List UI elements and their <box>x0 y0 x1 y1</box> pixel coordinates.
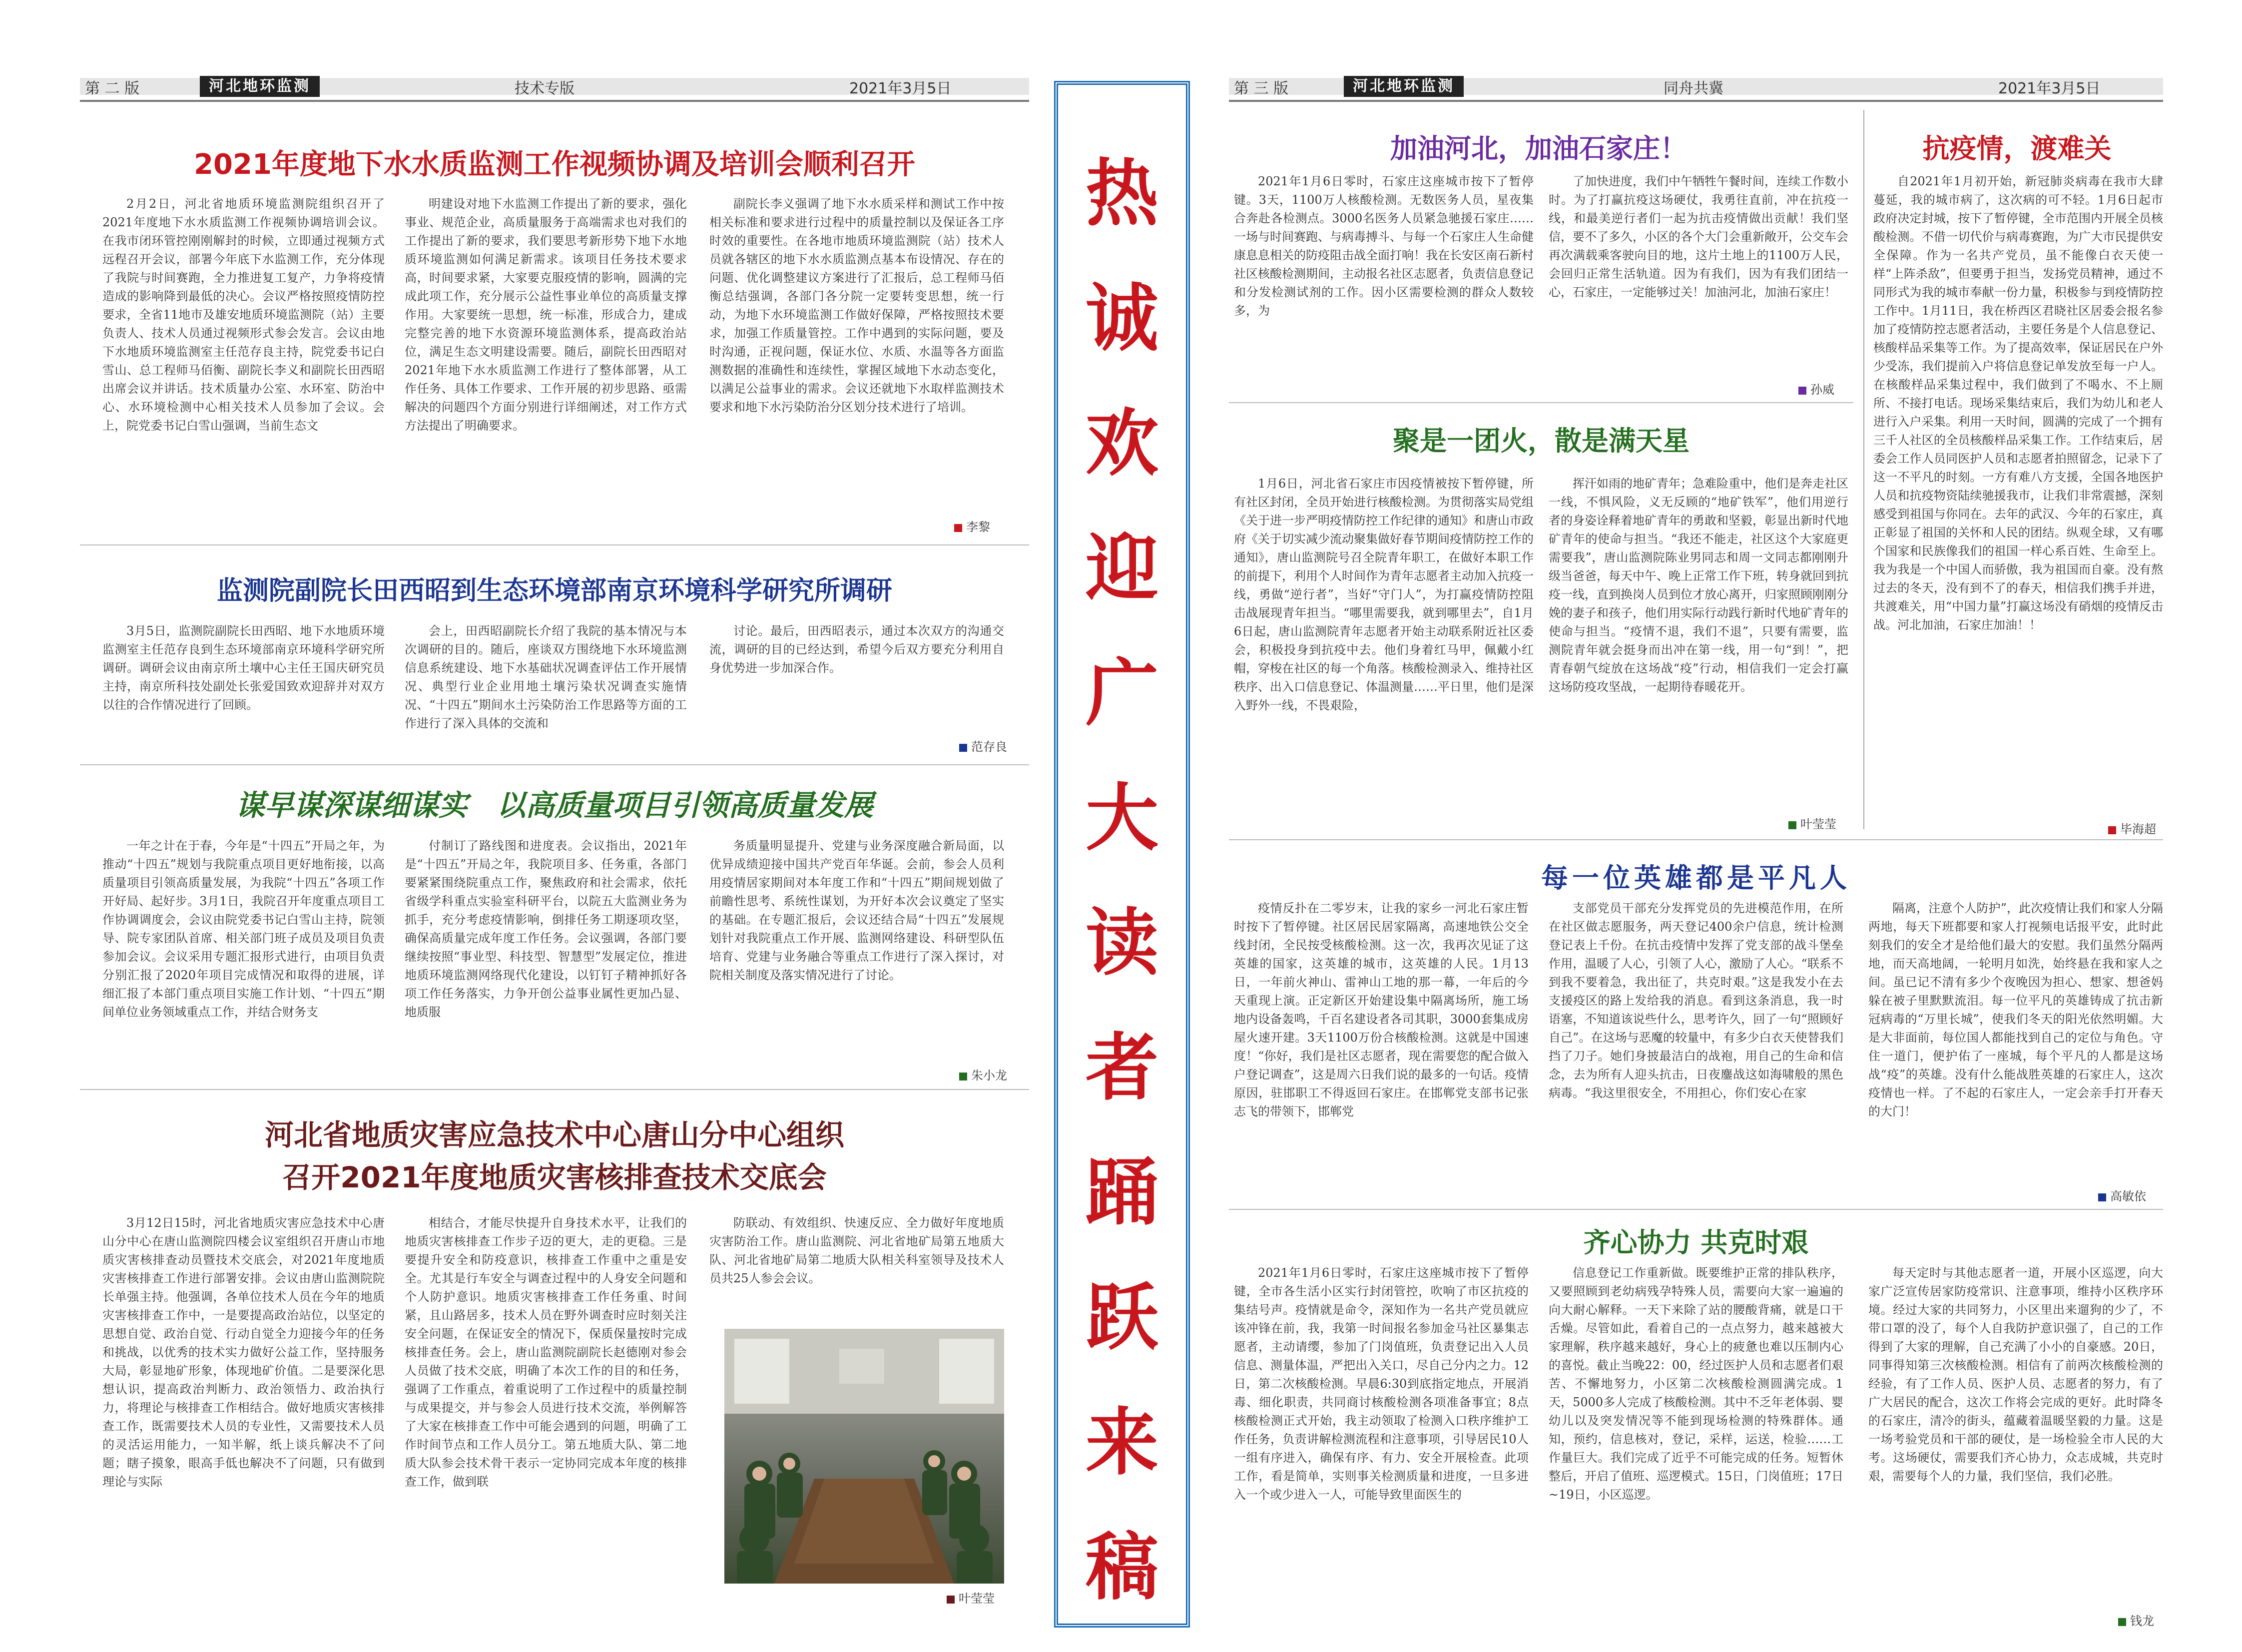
divider <box>80 1089 1029 1090</box>
article-a2-col3: 讨论。最后，田西昭表示，通过本次双方的沟通交流，调研的目的已经达到，希望今后双方要充分利用自身优势进一步加深合作。 <box>709 624 1004 675</box>
byline-marker-icon <box>954 524 962 532</box>
banner-char: 诚 <box>1086 276 1158 361</box>
article-b4-col1: 疫情反扑在二零岁末，让我的家乡一河北石家庄暂时按下了暂停键。社区居民居家隔离，高速地铁公交全线封闭，全民按受核酸检测。这一次，我再次见证了这英雄的国家，这英雄的城市，这英雄的人民。1月13日，一年前火神山、雷神山工地的那一幕，一年后的今天重现上演。正定新区开始建设集中隔离场所，施工场地内设备轰鸣，千百名建设者各司其职，3000套集成房屋火速开建。3天1100万份合核酸检测。这就是中国速度！“你好，我们是社区志愿者，现在需要您的配合做入户登记调查”，这是周六日我们说的最多的一句话。疫情原因，驻邯职工不得返回石家庄。在邯郸党支部书记张志飞的带领下，邯郸党 <box>1234 901 1529 1118</box>
byline-marker-icon <box>959 1073 967 1081</box>
article-b1-title: 加油河北，加油石家庄！ <box>1390 133 1687 164</box>
article-a4-title-line2: 召开2021年度地质灾害核排查技术交底会 <box>282 1160 827 1194</box>
article-a4-col2: 相结合，才能尽快提升自身技术水平，让我们的地质灾害核排查工作步子迈的更大，走的更稳。三是要提升安全和防疫意识，核排查工作重中之重是安全。尤其是行车安全与调查过程中的人身安全问题和个人防护意识。地质灾害核排查工作任务重、时间紧，且山路居多，技术人员在野外调查时应时刻关注安全问题，在保证安全的情况下，保质保量按时完成核排查任务。会上，唐山监测院副院长赵德刚对参会人员做了技术交底，明确了本次工作的目的和任务，强调了工作重点，着重说明了工作过程中的质量控制与成果提交，并与参会人员进行技术交流，举例解答了大家在核排查工作中可能会遇到的问题，明确了工作时间节点和工作人员分工。第五地质大队、第二地质大队参会技术骨干表示一定协同完成本年度的核排查工作，做到联 <box>405 1216 687 1489</box>
article-b5-col3: 每天定时与其他志愿者一道，开展小区巡逻，向大家广泛宣传居家防疫常识、注意事项，维持小区秩序环境。经过大家的共同努力，小区里出来遛狗的少了，不带口罩的没了，每个人自我防护意识强了，自己的工作得到了大家的理解，自己充满了小小的自豪感。20日，同事得知第三次核酸检测。相信有了前两次核酸检测的经验，有了工作人员、医护人员、志愿者的努力，有了广大居民的配合，这次工作将会完成的更好。此时降冬的石家庄，清冷的街头，蕴藏着温暖坚毅的力量。这是一场考验党员和干部的硬仗，是一场检验全市人民的大考。这场硬仗，需要我们齐心协力，众志成城，共克时艰，需要每个人的力量，我们坚信，我们必胜。 <box>1868 1266 2163 1483</box>
article-b3-byline <box>1788 814 1836 832</box>
byline-marker-icon <box>959 744 967 752</box>
byline-author: 范存良 <box>971 740 1007 754</box>
divider <box>80 545 1029 546</box>
article-b5-byline <box>2118 1611 2154 1629</box>
article-b4-byline <box>2098 1186 2146 1204</box>
byline-author: 孙威 <box>1810 383 1834 397</box>
banner-char: 广 <box>1086 650 1158 736</box>
article-a3-title: 谋早谋深谋细谋实 以高质量项目引领高质量发展 <box>235 788 873 822</box>
left-issue-date: 2021年3月5日 <box>849 80 952 97</box>
article-b4-col3: 隔离，注意个人防护”，此次疫情让我们和家人分隔两地，每天下班都要和家人打视频电话报平安，此时此刻我们的安全才是给他们最大的安慰。我们虽然分隔两地，而天高地阔，一轮明月如洗，始终悬在我和家人之间。虽已记不清有多少个夜晚因为担心、想家、想爸妈躲在被子里默默流泪。每一位平凡的英雄铸成了抗击新冠病毒的“万里长城”，使我们冬天的阳光依然明媚。大是大非面前，每位国人都能找到自己的定位与角色。守住一道门，便护佑了一座城，每个平凡的人都是这场战“疫”的英雄。没有什么能战胜英雄的石家庄人，这次疫情也一样。了不起的石家庄人，一定会亲手打开春天的大门！ <box>1868 901 2163 1118</box>
article-a1-col3: 副院长李义强调了地下水水质采样和测试工作中按相关标准和要求进行过程中的质量控制以及保证各工序时效的重要性。在各地市地质环境监测院（站）技术人员就各辖区的地下水水质监测点基本布设情况、存在的问题、优化调整建议方案进行了汇报后，总工程师马佰衡总结强调，各部门各分院一定要转变思想，统一行动，为地下水环境监测工作做好保障，严格按照技术要求，加强工作质量管控。工作中遇到的实际问题，要及时沟通，正视问题，保证水位、水质、水温等各方面监测数据的准确性和连续性，掌握区域地下水动态变化，以满足公益事业的需求。会议还就地下水取样监测技术要求和地下水污染防治分区划分技术进行了培训。 <box>709 197 1004 414</box>
banner-char: 来 <box>1086 1400 1158 1485</box>
byline-marker-icon <box>1798 387 1806 395</box>
banner-char: 稿 <box>1086 1525 1158 1610</box>
article-a4-byline <box>947 1589 995 1606</box>
divider <box>1229 839 2163 840</box>
article-b3-col2: 挥汗如雨的地矿青年；急难险重中，他们是奔走社区一线，不惧风险，义无反顾的“地矿铁军”，他们用逆行者的身姿诠释着地矿青年的勇敢和坚毅，彰显出新时代地矿青年的使命与担当。“我还不能走，社区这个大家庭更需要我”，唐山监测院陈业男同志和周一文同志都刚刚升级当爸爸，每天中午、晚上正常工作下班，转身就回到抗疫一线，直到换岗人员到位才放心离开，归家照顾刚刚分娩的妻子和孩子，他们用实际行动践行新时代地矿青年的使命与担当。“疫情不退，我们不退”，只要有需要，监测院青年就会挺身而出冲在第一线，用一句“到！”，把青春朝气绽放在这场战“疫”行动，相信我们一定会打赢这场防疫攻坚战，一起期待春暖花开。 <box>1549 477 1848 694</box>
byline-marker-icon <box>1788 821 1796 829</box>
article-b2-byline <box>2108 819 2156 837</box>
meeting-photo-illustration <box>724 1329 1004 1584</box>
article-b1-col1: 2021年1月6日零时，石家庄这座城市按下了暂停键。3天，1100万人核酸检测。无数医务人员，星夜集合奔赴各检测点。3000名医务人员紧急驰援石家庄……一场与时间赛跑、与病毒搏斗、与每一个石家庄人生命健康息息相关的防疫阻击战全面打响！我在长安区南石新村社区核酸检测期间，主动报名社区志愿者，负责信息登记和分发检测试剂的工作。因小区需要检测的群众人数较多，为 <box>1234 174 1534 318</box>
banner-char: 欢 <box>1086 401 1158 486</box>
article-a1-byline <box>954 517 990 535</box>
article-a2-title: 监测院副院长田西昭到生态环境部南京环境科学研究所调研 <box>216 576 892 606</box>
byline-author: 高敏依 <box>2110 1189 2146 1203</box>
article-b1-col2: 了加快进度，我们中午牺牲午餐时间，连续工作数小时。为了打赢抗疫这场硬仗，我勇往直前，冲在抗疫一线，和最美逆行者们一起为抗击疫情做出贡献！我们坚信，要不了多久，小区的各个大门会重新敞开，公交车会再次满载乘客驶向目的地，这片土地上的1100万人民，会回归正常生活轨道。因为有我们，因为有我们团结一心，石家庄，一定能够过关！加油河北，加油石家庄！ <box>1549 174 1848 299</box>
byline-author: 钱龙 <box>2130 1614 2154 1628</box>
divider <box>1229 1209 2163 1210</box>
column-divider <box>1863 110 1864 829</box>
right-header-rule <box>1229 100 2163 102</box>
article-a3-col3: 务质量明显提升、党建与业务深度融合新局面，以优异成绩迎接中国共产党百年华诞。会前，参会人员利用疫情居家期间对本年度工作和“十四五”期间规划做了前瞻性思考、系统性谋划，为开好本次会议奠定了坚实的基础。在专题汇报后，会议还结合局“十四五”发展规划针对我院重点工作开展、监测网络建设、科研型队伍培育、党建与业务融合等重点工作进行了深入探讨，对院相关制度及落实情况进行了讨论。 <box>709 839 1004 982</box>
byline-marker-icon <box>947 1596 955 1604</box>
left-masthead: 河北地环监测 <box>200 76 320 97</box>
meeting-photo <box>724 1329 1004 1584</box>
right-section-name: 同舟共冀 <box>1664 80 1723 97</box>
banner-char: 大 <box>1086 775 1158 861</box>
banner-char: 迎 <box>1086 526 1158 611</box>
article-b2-col1: 自2021年1月初开始，新冠肺炎病毒在我市大肆蔓延，我的城市病了，这次病的可不轻。1月6日起市政府决定封城，按下了暂停键，全市范围内开展全员核酸检测。不借一切代价与病毒赛跑，为广大市民提供安全保障。作为一名共产党员，虽不能像白衣天使一样“上阵杀敌”，但要勇于担当，发扬党员精神，通过不同形式为我的城市奉献一份力量，积极参与到疫情防控工作中。1月11日，我在桥西区君晓社区居委会报名参加了疫情防控志愿者活动，主要任务是个人信息登记、核酸样品采集等工作。为了提高效率，保证居民在户外少受冻，我们提前入户将信息登记单发放至每一户人。在核酸样品采集过程中，我们做到了不喝水、不上厕所、不接打电话。现场采集结束后，我们为幼儿和老人进行入户采集。利用一天时间，圆满的完成了一个拥有三千人社区的全员核酸样品采集工作。工作结束后，居委会工作人员同医护人员和志愿者拍照留念，记录下了这一不平凡的时刻。一方有难八方支援，全国各地医护人员和抗疫物资陆续驰援我市，让我们非常震撼，深刻感受到祖国与你同在。去年的武汉、今年的石家庄，真正彰显了祖国的关怀和人民的团结。纵观全球，又有哪个国家和民族像我们的祖国一样心系百姓、生命至上。我为我是一个中国人而骄傲，我为祖国而自豪。没有熬过去的冬天，没有到不了的春天，相信我们携手并进，共渡难关，用“中国力量”打赢这场没有硝烟的疫情反击战。河北加油，石家庄加油！！ <box>1873 174 2163 632</box>
article-b5-col2: 信息登记工作重新做。既要维护正常的排队秩序，又要照顾到老幼病残孕特殊人员，需要向大家一遍遍的向大耐心解释。一天下来除了站的腰酸背痛，就是口干舌燥。尽管如此，看着自己的一点点努力，越来越被大家理解，秩序越来越好，身心上的疲惫也难以压制内心的喜悦。截止当晚22：00，经过医护人员和志愿者们艰苦、不懈地努力，小区第二次核酸检测圆满完成。1天，5000多人完成了核酸检测。其中不乏年老体弱、婴幼儿以及突发情况等不能到现场检测的特殊群体。通知，预约，信息核对，登记，采样，运送，检验……工作量巨大。我们完成了近乎不可能完成的任务。短暂休整后，开启了值班、巡逻模式。15日，门岗值班；17日~19日，小区巡逻。 <box>1549 1266 1843 1502</box>
article-b4-col2: 支部党员干部充分发挥党员的先进模范作用，在所在社区做志愿服务，两天登记400余户信息，统计检测登记表上千份。在抗击疫情中发挥了党支部的战斗堡垒作用，温暖了人心，引领了人心，激励了人心。“联系不到我不要着急，我出征了，共克时艰。”这是我发小在去支援疫区的路上发给我的消息。看到这条消息，我一时语塞，不知道该说些什么，思考许久，回了一句“照顾好自己”。在这场与恶魔的较量中，有多少白衣天使替我们挡了刀子。她们身披最洁白的战袍，用自己的生命和信念，去为所有人迎头抗击，日夜鏖战这如海啸般的黑色病毒。“我这里很安全，不用担心，你们安心在家 <box>1549 901 1843 1100</box>
article-b5-title: 齐心协力 共克时艰 <box>1583 1227 1809 1258</box>
byline-author: 毕海超 <box>2120 822 2156 836</box>
article-a3-col2: 付制订了路线图和进度表。会议指出，2021年是“十四五”开局之年，我院项目多、任务重，各部门要紧紧围绕院重点工作，聚焦政府和社会需求，依托省级学科重点实验室科研平台，以院五大监测业务为抓手，充分考虑疫情影响，倒排任务工期逐项攻坚，确保高质量完成年度工作任务。会议强调，各部门要继续按照“事业型、科技型、智慧型”发展定位，推进地质环境监测网络现代化建设，以钉钉子精神抓好各项工作任务落实，力争开创公益事业属性更加凸显、地质服 <box>405 839 687 1019</box>
left-page-label: 第 二 版 <box>85 80 140 97</box>
article-a4-col1: 3月12日15时，河北省地质灾害应急技术中心唐山分中心在唐山监测院四楼会议室组织召开唐山市地质灾害核排查动员暨技术交底会，对2021年度地质灾害核排查工作进行部署安排。会议由唐山监测院院长单强主持。他强调，各单位技术人员在今年的地质灾害核排查工作中，一是要提高政治站位，以坚定的思想自觉、政治自觉、行动自觉全力迎接今年的任务和挑战，以优秀的技术实力做好公益工作，坚持服务大局，彰显地矿形象，体现地矿价值。二是要深化思想认识，提高政治判断力、政治领悟力、政治执行力，将理论与核排查工作相结合。做好地质灾害核排查工作，既需要技术人员的专业性，又需要技术人员的灵活运用能力，一知半解，纸上谈兵解决不了问题；瞎子摸象，眼高手低也解决不了问题，只有做到理论与实际 <box>102 1216 385 1489</box>
right-masthead: 河北地环监测 <box>1344 76 1464 97</box>
article-b2-title: 抗疫情，渡难关 <box>1922 133 2112 164</box>
article-a3-byline <box>959 1066 1007 1083</box>
banner-char: 者 <box>1086 1025 1158 1110</box>
article-b5-col1: 2021年1月6日零时，石家庄这座城市按下了暂停键，全市各生活小区实行封闭管控，吹响了市区抗疫的集结号声。疫情就是命令，深知作为一名共产党员就应该冲锋在前，我，我第一时间报名参加金马社区暴集志愿者，主动请缨，参加了门岗值班，负责登记出入人员信息、测量体温，严把出入关口，尽自己分内之力。12日，第二次核酸检测。早晨6:30到底指定地点，开展消毒、细化职责，共同商讨核酸检测各项准备事宜；8点核酸检测正式开始，我主动领取了检测入口秩序维护工作任务，负责讲解检测流程和注意事项，引导居民10人一组有序进入，确保有序、有力、安全开展检查。此项工作，看是简单，实则事关检测质量和进度，一旦多进入一个或少进入一人，可能导致里面医生的 <box>1234 1266 1529 1502</box>
article-a4-title-line1: 河北省地质灾害应急技术中心唐山分中心组织 <box>264 1118 844 1152</box>
right-page-label: 第 三 版 <box>1234 80 1289 97</box>
article-a2-byline <box>959 737 1007 754</box>
center-banner-frame <box>1054 81 1190 1628</box>
article-b3-col1: 1月6日，河北省石家庄市因疫情被按下暂停键，所有社区封闭，全员开始进行核酸检测。为贯彻落实局党组《关于进一步严明疫情防控工作纪律的通知》和唐山市政府《关于切实减少流动聚集做好春节期间疫情防控工作的通知》，唐山监测院号召全院青年职工，在做好本职工作的前提下，利用个人时间作为青年志愿者主动加入抗疫一线，勇做“逆行者”，当好“守门人”，为打赢疫情防控阻击战展现青年担当。“哪里需要我，就到哪里去”，自1月6日起，唐山监测院青年志愿者开始主动联系附近社区委会，积极投身到抗疫中去。他们身着红马甲，佩戴小红帽，穿梭在社区的每一个角落。核酸检测录入、维持社区秩序、出入口信息登记、体温测量……平日里，他们是深入野外一线，不畏艰险， <box>1234 477 1534 712</box>
byline-author: 叶莹莹 <box>1800 817 1836 831</box>
left-header-rule <box>80 100 1029 102</box>
article-a3-col1: 一年之计在于春，今年是“十四五”开局之年，为推动“十四五”规划与我院重点项目更好地衔接，以高质量项目引领高质量发展，为我院“十四五”各项工作开好局、起好步。3月1日，我院召开年度重点项目工作协调调度会，会议由院党委书记白雪山主持，院领导、院专家团队首席、相关部门班子成员及项目负责参加会议。会议采用专题汇报形式进行，由项目负责分别汇报了2020年项目完成情况和取得的进展，详细汇报了本部门重点项目实施工作计划、“十四五”期间单位业务领域重点工作，并结合财务支 <box>102 839 385 1019</box>
article-a1-col2: 明建设对地下水监测工作提出了新的要求，强化事业、规范企业，高质量服务于高端需求也对我们的工作提出了新的要求，我们要思考新形势下地下水地质环境监测如何满足新需求。该项目任务技术要求高，时间要求紧，大家要克服疫情的影响，圆满的完成此项工作，充分展示公益性事业单位的高质量支撑作用。大家要统一思想，统一标准，形成合力，建成完整完善的地下水资源环境监测体系，提高政治站位，满足生态文明建设需要。随后，副院长田西昭对2021年地下水水质监测工作进行了整体部署，从工作任务、具体工作要求、工作开展的初步思路、亟需解决的问题四个方面分别进行详细阐述，对工作方式方法提出了明确要求。 <box>405 197 687 433</box>
byline-marker-icon <box>2118 1618 2126 1626</box>
banner-char: 踊 <box>1086 1150 1158 1235</box>
byline-marker-icon <box>2098 1193 2106 1201</box>
byline-author: 李黎 <box>966 520 990 534</box>
left-section-name: 技术专版 <box>515 80 574 97</box>
article-a2-col1: 3月5日，监测院副院长田西昭、地下水地质环境监测室主任范存良到生态环境部南京环境科学研究所调研。调研会议由南京所土壤中心主任王国庆研究员主持，南京所科技处副处长张爱国致欢迎辞并对双方以往的合作情况进行了回顾。 <box>102 624 385 712</box>
article-b3-title: 聚是一团火，散是满天星 <box>1393 425 1689 457</box>
article-a4-col3: 防联动、有效组织、快速反应、全力做好年度地质灾害防治工作。唐山监测院、河北省地矿局第五地质大队、河北省地矿局第二地质大队相关科室领导及技术人员共25人参会会议。 <box>709 1216 1004 1285</box>
article-a1-title: 2021年度地下水水质监测工作视频协调及培训会顺利召开 <box>194 148 915 181</box>
article-a2-col2: 会上，田西昭副院长介绍了我院的基本情况与本次调研的目的。随后，座谈双方围绕地下水环境监测信息系统建设、地下水基础状况调查评估工作开展情况、典型行业企业用地土壤污染状况调查实施情况、“十四五”期间水土污染防治工作思路等方面的工作进行了深入具体的交流和 <box>405 624 687 730</box>
divider <box>80 764 1029 765</box>
byline-author: 朱小龙 <box>971 1069 1007 1083</box>
banner-char: 跃 <box>1086 1275 1158 1360</box>
article-b1-byline <box>1798 380 1834 397</box>
article-a1-col1: 2月2日，河北省地质环境监测院组织召开了2021年度地下水水质监测工作视频协调培训会议。在我市闭环管控刚刚解封的时候，立即通过视频方式远程召开会议，部署今年底下水监测工作，充分体现了我院与时间赛跑，全力推进复工复产，力争将疫情造成的影响降到最低的决心。会议严格按照疫情防控要求，全省11地市及雄安地质环境监测院（站）主要负责人、技术人员通过视频形式参会发言。会议由地下水地质环境监测室主任范存良主持，院党委书记白雪山、总工程师马佰衡、副院长李义和副院长田西昭出席会议并讲话。技术质量办公室、水环室、防治中心、水环境检测中心相关技术人员参加了会议。会上，院党委书记白雪山强调，当前生态文 <box>102 197 385 433</box>
right-issue-date: 2021年3月5日 <box>1998 80 2101 97</box>
article-b4-title: 每一位英雄都是平凡人 <box>1541 862 1851 894</box>
banner-char: 读 <box>1086 900 1158 986</box>
byline-author: 叶莹莹 <box>959 1592 995 1606</box>
center-banner-text <box>1072 135 1172 1634</box>
divider <box>1229 402 1853 403</box>
byline-marker-icon <box>2108 826 2116 834</box>
banner-char: 热 <box>1086 151 1158 236</box>
